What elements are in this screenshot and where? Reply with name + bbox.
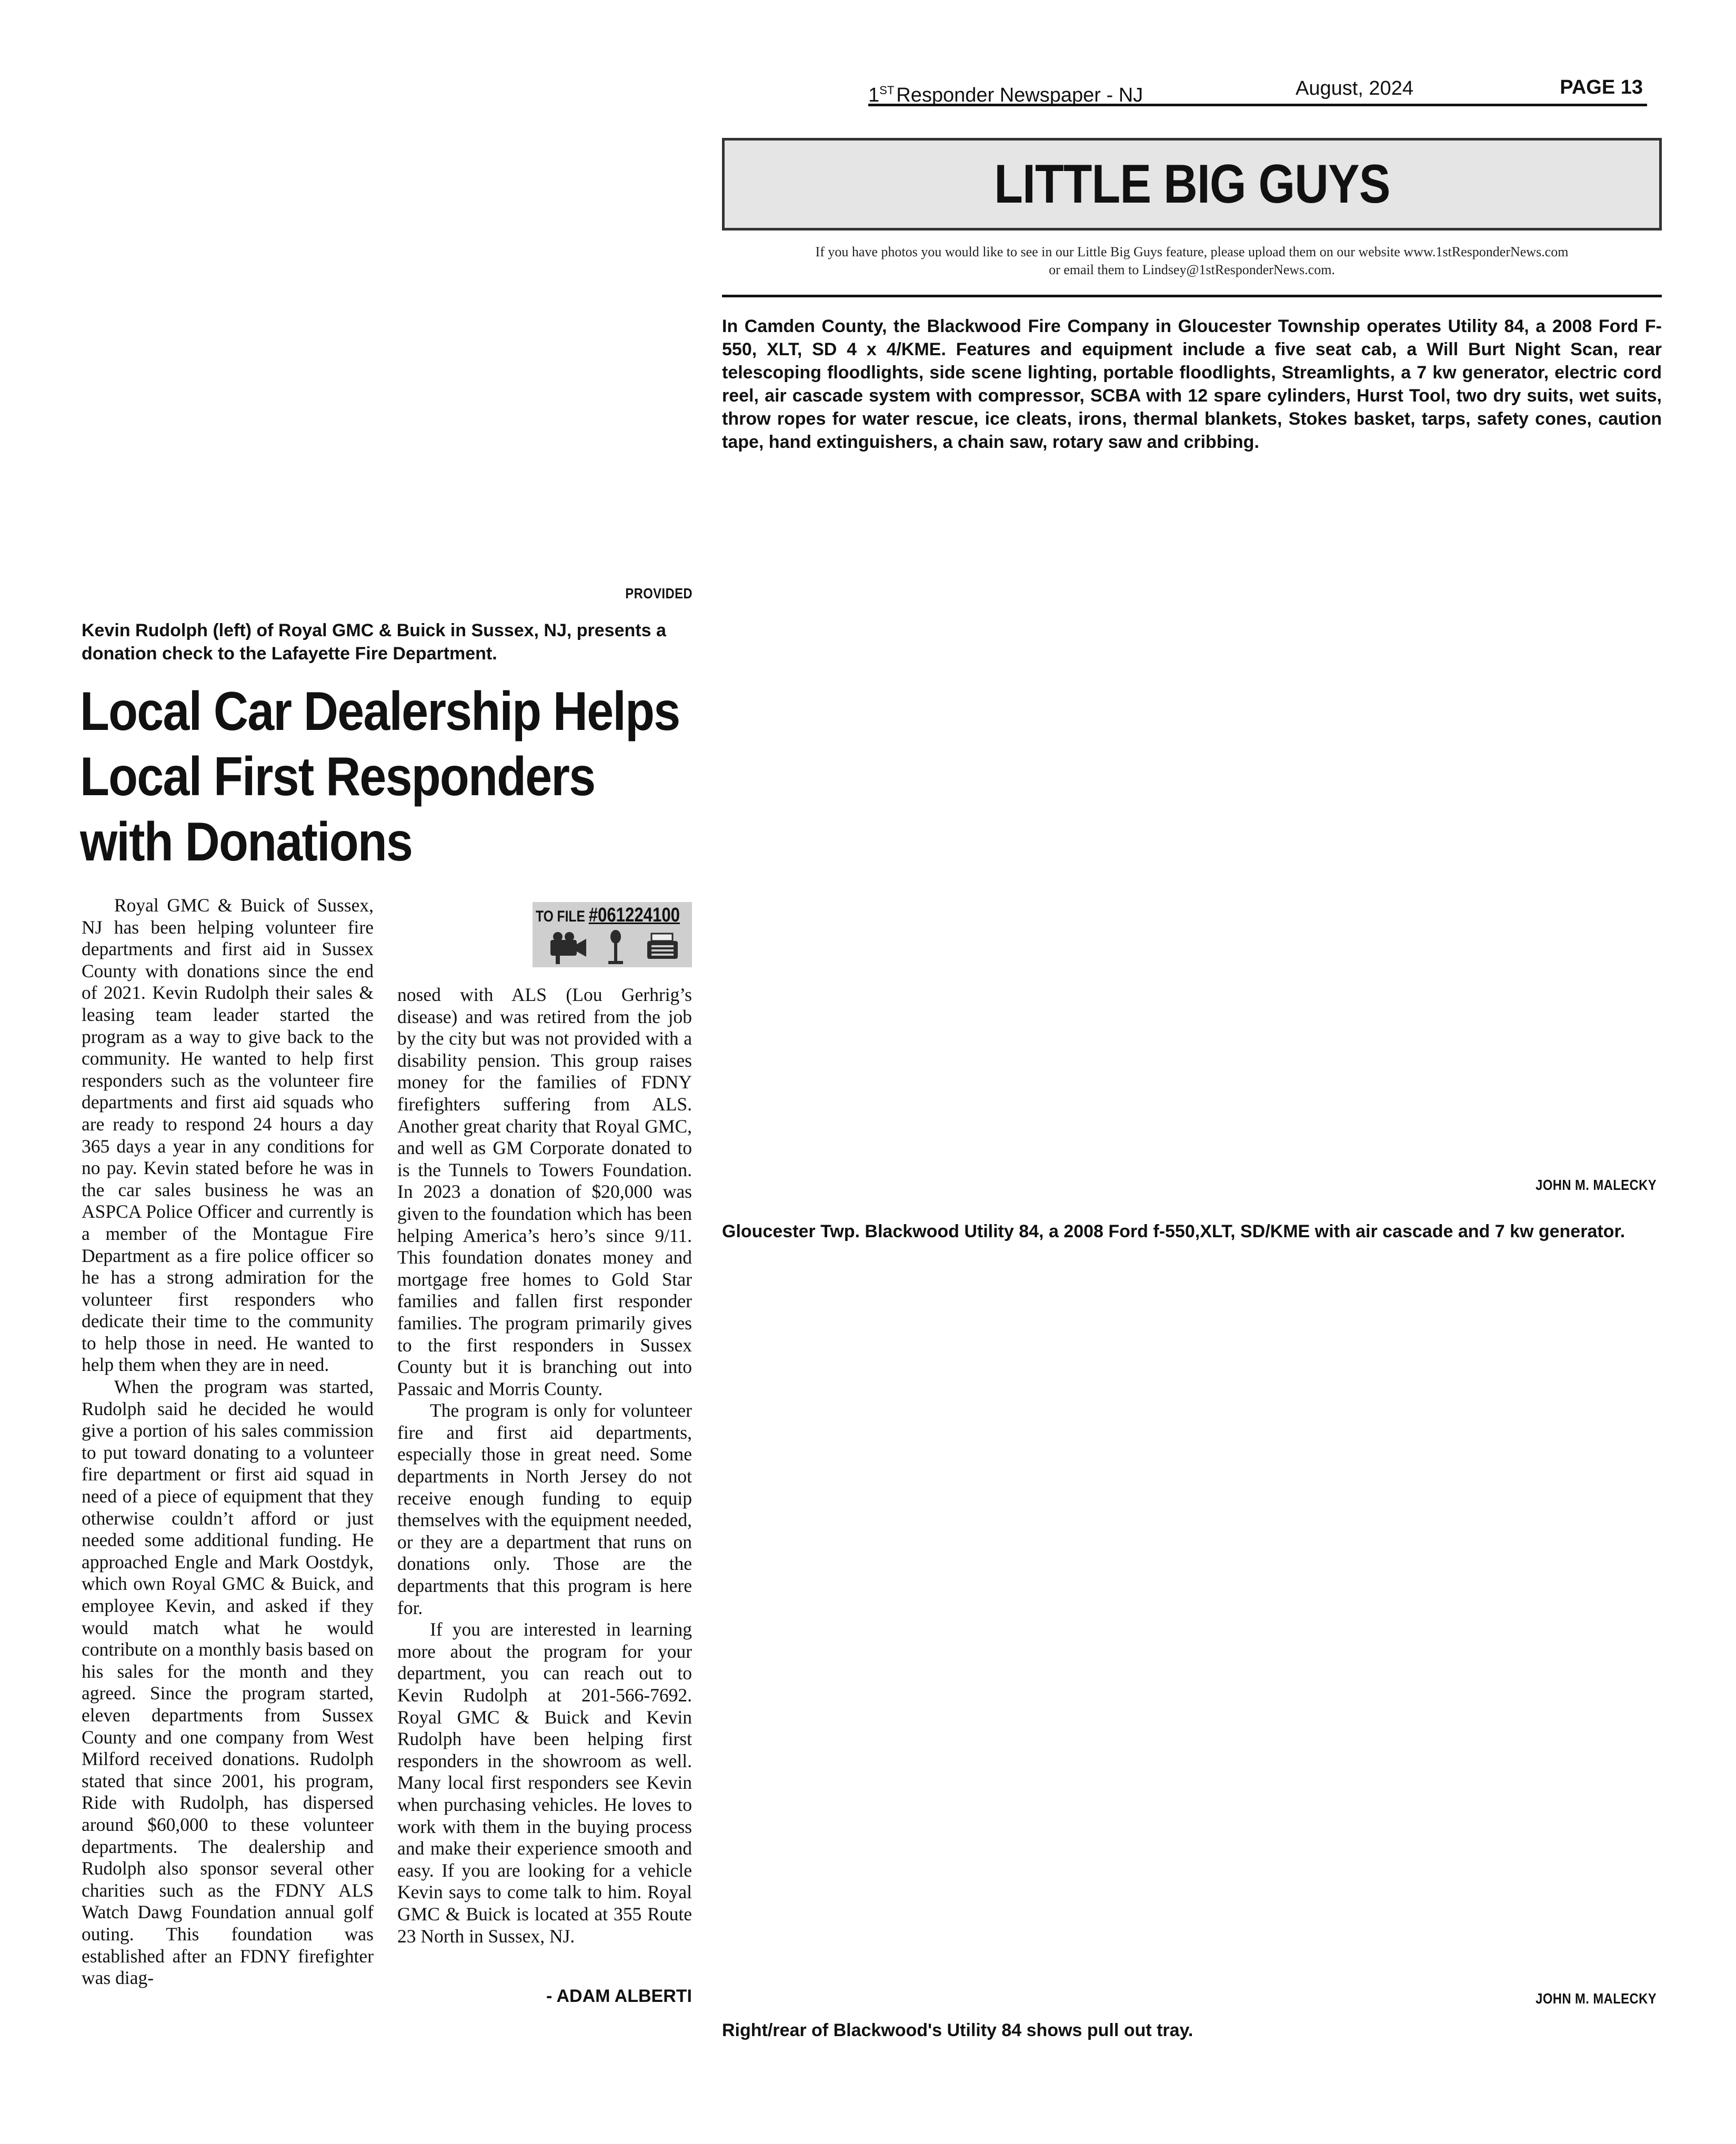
page-number: PAGE 13 xyxy=(1560,76,1643,98)
feature-banner xyxy=(722,138,1662,231)
story-paragraph: The program is only for volunteer fire and first aid departments, especially those in great need. Some departments in North Jersey do not receive enough funding to equip themselves with the equipment needed, or they are a department that runs on donations only. Those are the departments that this program is here for. xyxy=(397,1400,692,1618)
headline-line-1: Local Car Dealership Helps xyxy=(80,681,680,742)
photo-1-credit: JOHN M. MALECKY xyxy=(1536,1177,1657,1193)
microphone-icon xyxy=(608,930,623,964)
story-photo-credit: PROVIDED xyxy=(625,585,693,602)
to-file-stamp xyxy=(533,902,692,967)
video-camera-icon xyxy=(550,932,586,964)
story-headline xyxy=(80,679,680,875)
story-paragraph: When the program was started, Rudolph said he decided he would give a portion of his sales commission to put toward donating to a volunteer fire department or first aid squad in need of a piece of equipment that they otherwise couldn’t afford or just needed some additional funding. He approached Engle and Mark Oostdyk, which own Royal GMC & Buick, and employee Kevin, and asked if they would match what he would contribute on a monthly basis based on his sales for the month and they agreed. Since the program started, eleven departments from Sussex County and one company from West Milford received donations. Rudolph stated that since 2001, his program, Ride with Rudolph, has dispersed around $60,000 to these volunteer departments. The dealership and Rudolph also sponsor several other charities such as the FDNY ALS Watch Dawg Foundation annual golf outing. This foundation was established after an FDNY firefighter was diag- xyxy=(82,1376,374,1989)
headline-line-2: Local First Responders xyxy=(80,746,595,807)
newspaper-name: 1ST Responder Newspaper - NJ xyxy=(868,84,1143,106)
photo-2-caption: Right/rear of Blackwood's Utility 84 shows pull out tray. xyxy=(722,2020,1193,2040)
feature-note-line-1: If you have photos you would like to see in our Little Big Guys feature, please upload them on our website www.1stResponderNews.com xyxy=(815,244,1569,259)
feature-divider xyxy=(722,295,1662,297)
story-paragraph: If you are interested in learning more about the program for your department, you can reach out to Kevin Rudolph at 201-566-7692. Royal GMC & Buick and Kevin Rudolph have been helping first responders in the showroom as well. Many local first responders see Kevin when purchasing vehicles. He loves to work with them in the buying process and make their experience smooth and easy. If you are looking for a vehicle Kevin says to come talk to him. Royal GMC & Buick is located at 355 Route 23 North in Sussex, NJ. xyxy=(397,1619,692,1947)
story-column-1 xyxy=(82,895,374,1989)
photo-1-caption: Gloucester Twp. Blackwood Utility 84, a 2008 Ford f-550,XLT, SD/KME with air cascade and 7 kw generator. xyxy=(722,1221,1625,1241)
feature-note-line-2: or email them to Lindsey@1stResponderNews.com. xyxy=(1049,262,1335,277)
story-byline: - ADAM ALBERTI xyxy=(546,1986,692,2006)
feature-title: LITTLE BIG GUYS xyxy=(994,153,1390,215)
to-file-label: TO FILE #061224100 xyxy=(536,904,680,926)
photo-2-credit: JOHN M. MALECKY xyxy=(1536,1990,1657,2007)
issue-date: August, 2024 xyxy=(1296,77,1413,99)
headline-line-3: with Donations xyxy=(80,811,413,873)
story-paragraph: Royal GMC & Buick of Sussex, NJ has been helping volunteer fire departments and first aid in Sussex County with donations since the end of 2021. Kevin Rudolph their sales & leasing team leader started the program as a way to give back to the community. He wanted to help first responders such as the volunteer fire departments and first aid squads who are ready to respond 24 hours a day 365 days a year in any conditions for no pay. Kevin stated before he was in the car sales business he was an ASPCA Police Officer and currently is a member of the Montague Fire Department as a fire police officer so he has a strong admiration for the volunteer first responders who dedicate their time to the community to help those in need. He wanted to help them when they are in need. xyxy=(82,895,374,1376)
story-paragraph: nosed with ALS (Lou Gerhrig’s disease) and was retired from the job by the city but was not provided with a disability pension. This group raises money for the families of FDNY firefighters suffering from ALS. Another great charity that Royal GMC, and well as GM Corporate donated to is the Tunnels to Towers Foundation. In 2023 a donation of $20,000 was given to the foundation which has been helping America’s hero’s since 9/11. This foundation donates money and mortgage free homes to Gold Star families and fallen first responder families. The program primarily gives to the first responders in Sussex County but it is branching out into Passaic and Morris County. xyxy=(397,984,692,1399)
feature-submission-note xyxy=(722,243,1662,279)
story-photo-caption: Kevin Rudolph (left) of Royal GMC & Buick in Sussex, NJ, presents a donation check to the Lafayette Fire Department. xyxy=(82,620,666,664)
story-column-2 xyxy=(397,984,692,1947)
to-file-number: #061224100 xyxy=(588,904,680,926)
to-file-icons xyxy=(548,928,685,965)
feature-intro-text: In Camden County, the Blackwood Fire Company in Gloucester Township operates Utility 84, a 2008 Ford F-550, XLT, SD 4 x 4/KME. Features and equipment include a five seat cab, a Will Burt Night Scan, rear telescoping floodlights, side scene lighting, portable floodlights, Streamlights, a 7 kw generator, electric cord reel, air cascade system with compressor, SCBA with 12 spare cylinders, Hurst Tool, two dry suits, wet suits, throw ropes for water rescue, ice cleats, irons, thermal blankets, Stokes basket, tarps, safety cones, caution tape, hand extinguishers, a chain saw, rotary saw and cribbing. xyxy=(722,316,1662,452)
page-header xyxy=(868,76,1647,106)
typewriter-icon xyxy=(647,934,678,959)
